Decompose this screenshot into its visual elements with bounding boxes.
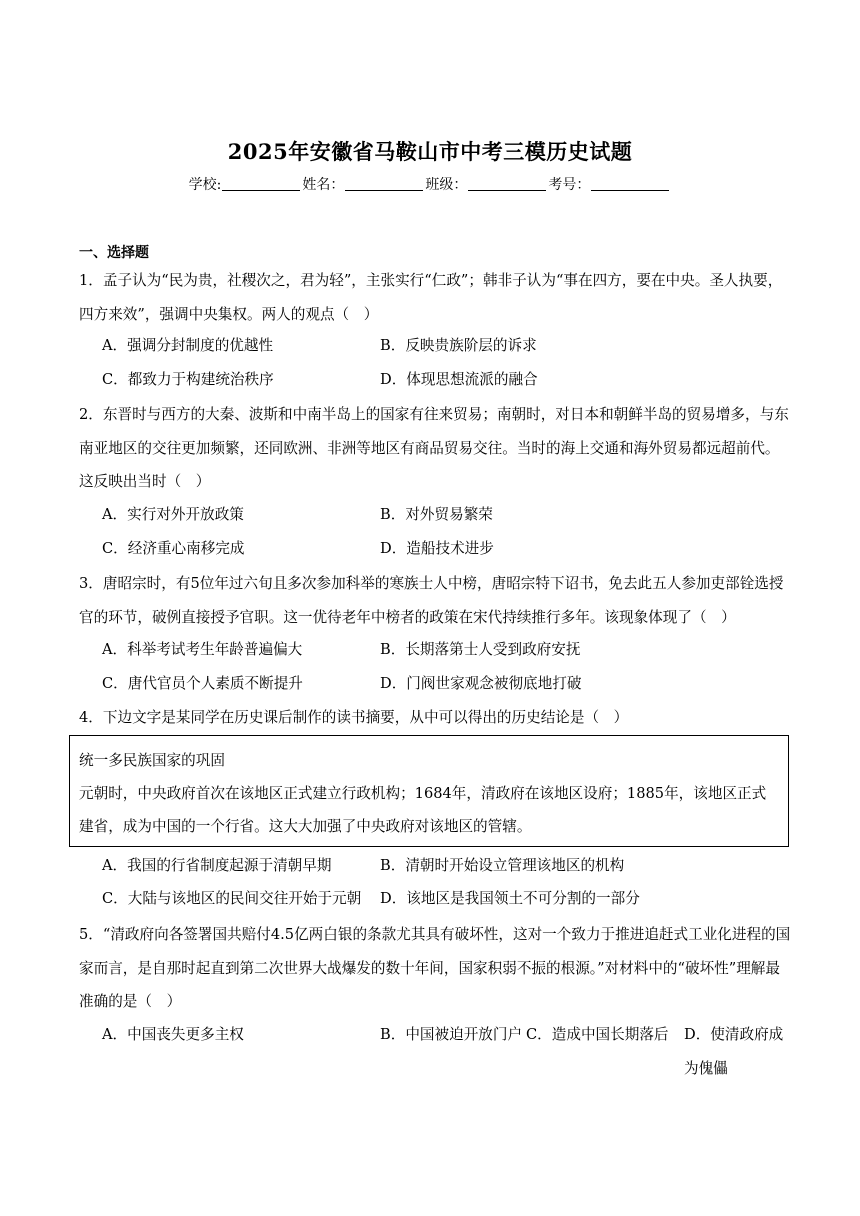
page-title: 2025年安徽省马鞍山市中考三模历史试题: [227, 139, 633, 164]
question-5-stem: 5．“清政府向各签署国共赔付4.5亿两白银的条款尤其具有破坏性，这对一个致力于推进追赶式工业化进程的国家而言，是自那时起直到第二次世界大战爆发的数十年间，国家积弱不振的根源。”对材料中的“破坏性”理解最准确的是（ ）: [79, 926, 791, 1010]
question-4-option-b[interactable]: B．清朝时开始设立管理该地区的机构: [380, 857, 625, 874]
question-3-option-d[interactable]: D．门阀世家观念被彻底地打破: [380, 675, 582, 692]
question-4-option-c[interactable]: C．大陆与该地区的民间交往开始于元朝: [102, 890, 362, 907]
reading-summary-text: 元朝时，中央政府首次在该地区正式建立行政机构；1684年，清政府在该地区设府；1885年，该地区正式建省，成为中国的一个行省。这大大加强了中央政府对该地区的管辖。: [79, 785, 767, 835]
question-1-stem: 1．孟子认为“民为贵，社稷次之，君为轻”，主张实行“仁政”；韩非子认为“事在四方，要在中央。圣人执要，四方来效”，强调中央集权。两人的观点（ ）: [79, 272, 783, 323]
student-info-line: [0, 174, 860, 194]
class-blank[interactable]: [468, 176, 546, 191]
question-4-option-a[interactable]: A．我国的行省制度起源于清朝早期: [102, 857, 332, 874]
question-5-option-a[interactable]: A．中国丧失更多主权: [102, 1026, 244, 1043]
class-label: 班级：: [425, 177, 468, 193]
question-5-option-c[interactable]: C．造成中国长期落后: [526, 1026, 669, 1043]
question-5-option-d[interactable]: D．使清政府成为傀儡: [684, 1026, 784, 1077]
question-1-option-d[interactable]: D．体现思想流派的融合: [380, 371, 538, 388]
question-2-option-b[interactable]: B．对外贸易繁荣: [380, 506, 493, 523]
question-1-option-c[interactable]: C．都致力于构建统治秩序: [102, 371, 274, 388]
question-3-option-a[interactable]: A．科举考试考生年龄普遍偏大: [102, 641, 303, 658]
question-4-stem: 4．下边文字是某同学在历史课后制作的读书摘要，从中可以得出的历史结论是（ ）: [79, 709, 629, 726]
exam-no-label: 考号：: [548, 177, 591, 193]
reading-summary-box: [69, 735, 789, 847]
question-3-option-c[interactable]: C．唐代官员个人素质不断提升: [102, 675, 303, 692]
section-heading: 一、选择题: [79, 245, 149, 261]
question-3-stem: 3．唐昭宗时，有5位年过六旬且多次参加科举的寒族士人中榜，唐昭宗特下诏书，免去此五人参加吏部铨选授官的环节，破例直接授予官职。这一优待老年中榜者的政策在宋代持续推行多年。该现象体现了（ ）: [79, 575, 784, 626]
question-2-stem: 2．东晋时与西方的大秦、波斯和中南半岛上的国家有往来贸易；南朝时，对日本和朝鲜半岛的贸易增多，与东南亚地区的交往更加频繁，还同欧洲、非洲等地区有商品贸易交往。当时的海上交通和海外贸易都远超前代。这反映出当时（ ）: [79, 406, 789, 490]
reading-summary-title: 统一多民族国家的巩固: [79, 752, 225, 769]
question-2-option-a[interactable]: A．实行对外开放政策: [102, 506, 244, 523]
question-2-option-d[interactable]: D．造船技术进步: [380, 540, 494, 557]
school-label: 学校:: [188, 177, 222, 193]
question-4-option-d[interactable]: D．该地区是我国领土不可分割的一部分: [380, 890, 640, 907]
question-5-option-b[interactable]: B．中国被迫开放门户: [380, 1026, 523, 1043]
question-3-option-b[interactable]: B．长期落第士人受到政府安抚: [380, 641, 581, 658]
name-blank[interactable]: [345, 176, 423, 191]
name-label: 姓名：: [302, 177, 345, 193]
question-2-option-c[interactable]: C．经济重心南移完成: [102, 540, 245, 557]
question-1-option-a[interactable]: A．强调分封制度的优越性: [102, 337, 274, 354]
exam-no-blank[interactable]: [591, 176, 669, 191]
school-blank[interactable]: [222, 176, 300, 191]
question-1-option-b[interactable]: B．反映贵族阶层的诉求: [380, 337, 537, 354]
